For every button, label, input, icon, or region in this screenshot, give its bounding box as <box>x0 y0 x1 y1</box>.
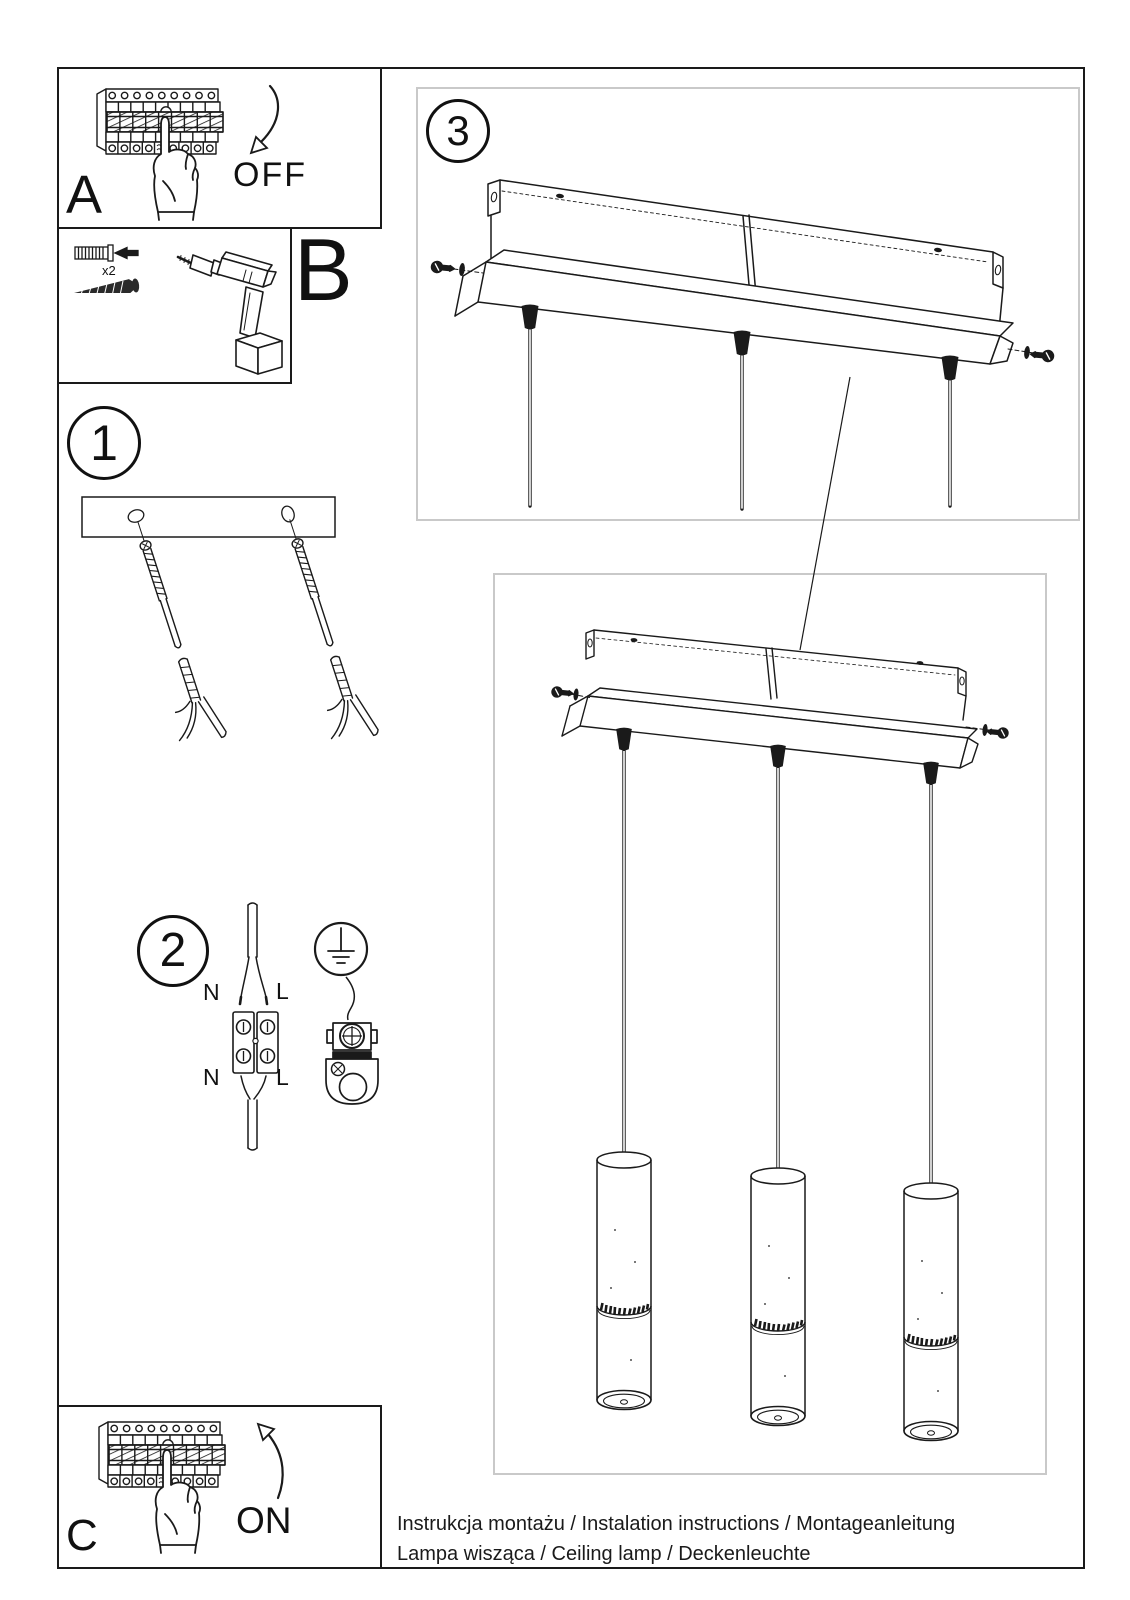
terminal-block <box>233 1012 278 1073</box>
step-3-badge: 3 <box>426 99 490 163</box>
earth-clamp <box>326 977 378 1104</box>
wire-l-top-label: L <box>276 978 289 1004</box>
panel-a-label: A <box>66 165 103 225</box>
footer-line-1: Instrukcja montażu / Instalation instructions / Montageanleitung <box>397 1513 956 1535</box>
off-label: OFF <box>233 156 307 194</box>
footer <box>397 1514 955 1564</box>
wire-splice-bottom <box>241 1076 266 1150</box>
on-label: ON <box>236 1500 292 1541</box>
breaker-panel-icon <box>99 1422 225 1487</box>
anchor-qty-label: x2 <box>102 263 116 278</box>
screw-icon <box>73 278 140 299</box>
arrow-down-icon <box>251 86 278 153</box>
anchor-screw-icon <box>111 514 379 750</box>
canopy-assembly <box>551 630 1008 784</box>
step-2-badge: 2 <box>137 915 209 987</box>
drill-icon <box>178 252 282 374</box>
earth-symbol-icon <box>315 923 367 975</box>
panel-c-label: C <box>66 1511 98 1560</box>
panel-b-label: B <box>294 220 353 319</box>
wall-plug-icon <box>75 245 138 261</box>
canopy-exploded <box>431 180 1054 509</box>
pendant-cylinder <box>597 1152 958 1441</box>
ceiling-bar <box>82 497 335 537</box>
leader-line <box>800 377 850 650</box>
cable <box>624 749 931 1185</box>
wire-n-top-label: N <box>203 979 220 1005</box>
wire-l-bottom-label: L <box>276 1064 289 1090</box>
footer-line-2: Lampa wisząca / Ceiling lamp / Deckenleuchte <box>397 1543 811 1565</box>
breaker-panel-icon <box>97 89 223 154</box>
wire-splice <box>240 903 267 1004</box>
step-1-badge: 1 <box>67 406 141 480</box>
wire-n-bottom-label: N <box>203 1064 220 1090</box>
arrow-up-icon <box>258 1424 283 1498</box>
